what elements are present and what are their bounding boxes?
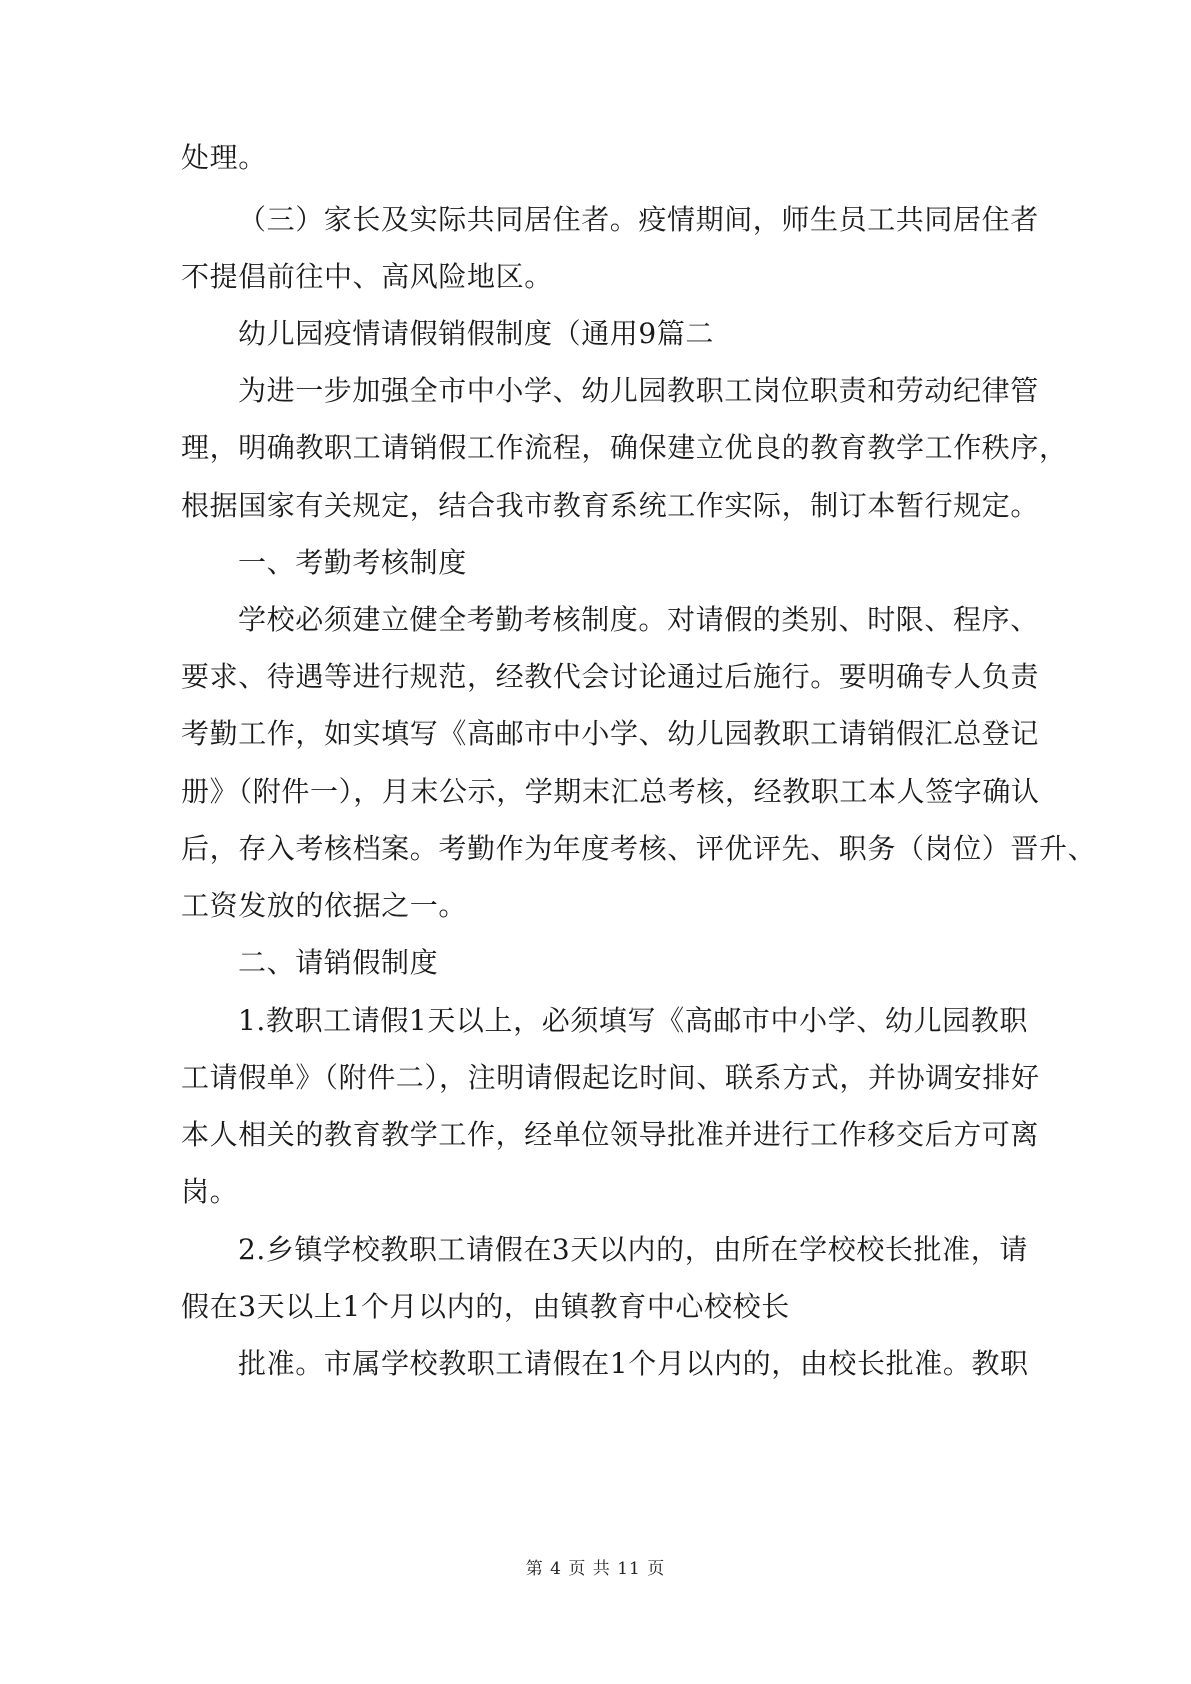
page-number-footer: 第 4 页 共 11 页 [525,1559,666,1579]
text-line-21: 假在3天以上1个月以内的，由镇教育中心校校长 [181,1290,790,1323]
text-line-13: 后，存入考核档案。考勤作为年度考核、评优评先、职务（岗位）晋升、 [181,832,1097,865]
text-line-12: 册》（附件一），月末公示，学期末汇总考核，经教职工本人签字确认 [181,775,1040,808]
text-line-5: 为进一步加强全市中小学、幼儿园教职工岗位职责和劳动纪律管 [238,374,1039,407]
text-line-9: 学校必须建立健全考勤考核制度。对请假的类别、时限、程序、 [238,603,1039,636]
text-line-20: 2.乡镇学校教职工请假在3天以内的，由所在学校校长批准，请 [238,1233,1028,1266]
heading-attendance-system: 一、考勤考核制度 [238,546,467,579]
text-line-2: （三）家长及实际共同居住者。疫情期间，师生员工共同居住者 [238,203,1039,236]
text-line-17: 工请假单》（附件二），注明请假起讫时间、联系方式，并协调安排好 [181,1061,1040,1094]
heading-leave-system: 二、请销假制度 [238,946,439,979]
section-heading-part-two: 幼儿园疫情请假销假制度（通用9篇二 [238,317,715,350]
text-line-19: 岗。 [181,1175,239,1208]
text-line-22: 批准。市属学校教职工请假在1个月以内的，由校长批准。教职 [238,1347,1029,1380]
text-line-18: 本人相关的教育教学工作，经单位领导批准并进行工作移交后方可离 [181,1118,1040,1151]
text-line-7: 根据国家有关规定，结合我市教育系统工作实际，制订本暂行规定。 [181,489,1040,522]
text-line-3: 不提倡前往中、高风险地区。 [181,260,553,293]
text-line-14: 工资发放的依据之一。 [181,889,468,922]
text-line-1: 处理。 [181,141,267,174]
text-line-10: 要求、待遇等进行规范，经教代会讨论通过后施行。要明确专人负责 [181,660,1040,693]
text-line-6: 理，明确教职工请销假工作流程，确保建立优良的教育教学工作秩序， [181,431,1068,464]
text-line-11: 考勤工作，如实填写《高邮市中小学、幼儿园教职工请销假汇总登记 [181,717,1040,750]
text-line-16: 1.教职工请假1天以上，必须填写《高邮市中小学、幼儿园教职 [238,1004,1028,1037]
